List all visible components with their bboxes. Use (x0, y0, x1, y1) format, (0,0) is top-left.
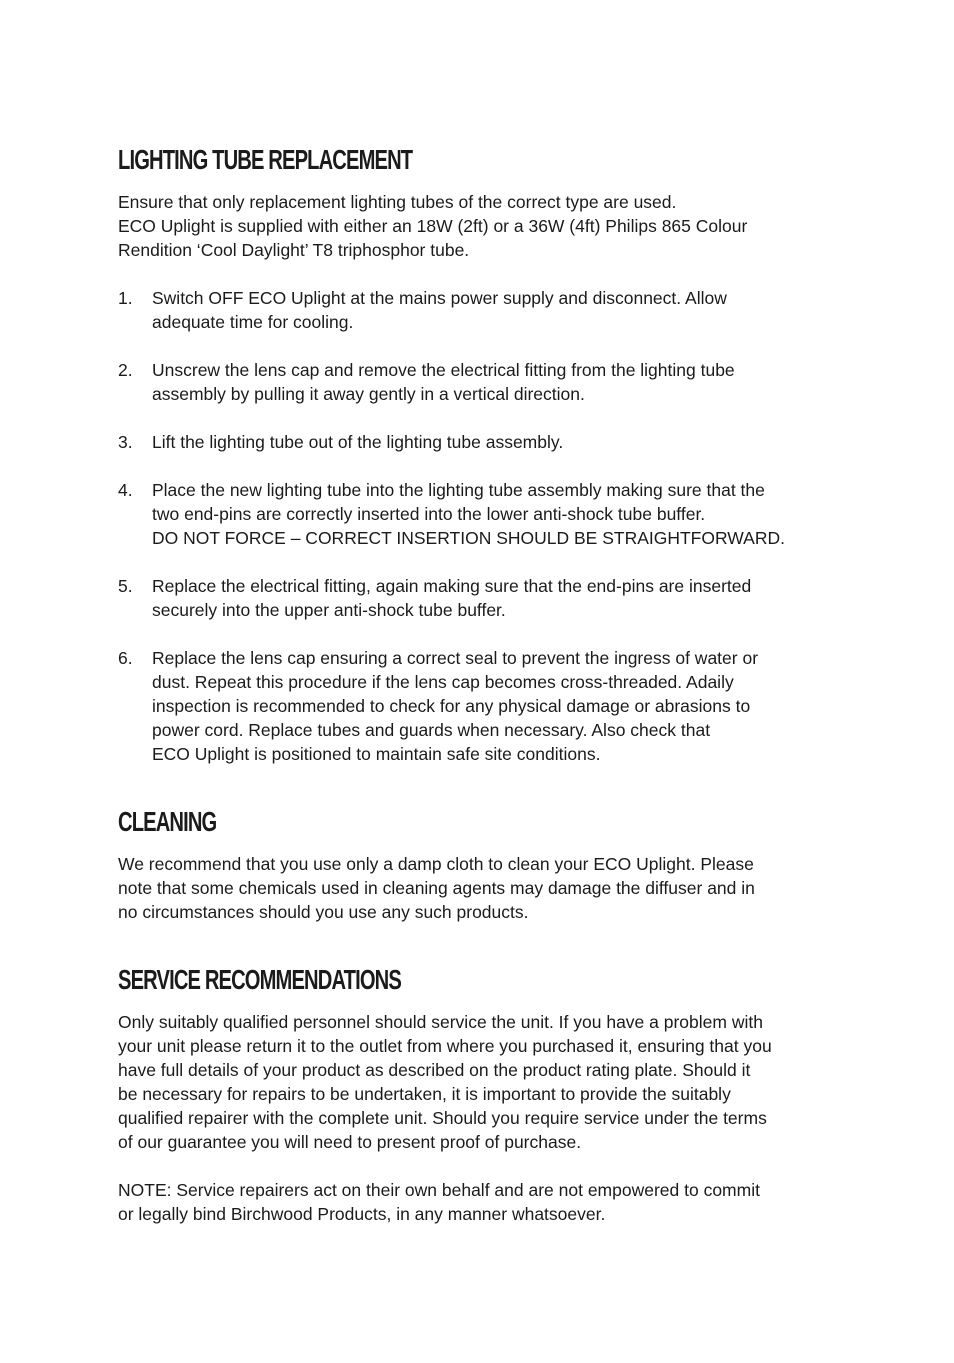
step-number: 2. (118, 360, 133, 380)
text-line: ECO Uplight is positioned to maintain safe site conditions. (152, 744, 601, 764)
text-line: two end-pins are correctly inserted into the lower anti-shock tube buffer. (152, 504, 706, 524)
text-line: be necessary for repairs to be undertaken, it is important to provide the suitably (118, 1084, 731, 1104)
text-line: Ensure that only replacement lighting tubes of the correct type are used. (118, 192, 677, 212)
text-line: Place the new lighting tube into the lighting tube assembly making sure that the (152, 480, 765, 500)
step-number: 6. (118, 648, 133, 668)
text-line: have full details of your product as described on the product rating plate. Should it (118, 1060, 751, 1080)
text-line: NOTE: Service repairers act on their own behalf and are not empowered to commit (118, 1180, 760, 1200)
text-line: qualified repairer with the complete unit. Should you require service under the terms (118, 1108, 767, 1128)
text-line: ECO Uplight is supplied with either an 18W (2ft) or a 36W (4ft) Philips 865 Colour (118, 216, 748, 236)
document-page (118, 0, 838, 1226)
text-line: power cord. Replace tubes and guards when necessary. Also check that (152, 720, 711, 740)
step-item (118, 286, 838, 334)
text-line: of our guarantee you will need to present proof of purchase. (118, 1132, 582, 1152)
text-line: securely into the upper anti-shock tube buffer. (152, 600, 506, 620)
step-item (118, 358, 838, 406)
step-number: 1. (118, 288, 133, 308)
text-line: Unscrew the lens cap and remove the electrical fitting from the lighting tube (152, 360, 735, 380)
service-paragraph (118, 1010, 838, 1154)
text-line: inspection is recommended to check for any physical damage or abrasions to (152, 696, 751, 716)
step-item (118, 430, 838, 454)
step-item (118, 478, 838, 550)
text-line: or legally bind Birchwood Products, in any manner whatsoever. (118, 1204, 606, 1224)
text-line: Replace the lens cap ensuring a correct seal to prevent the ingress of water or (152, 648, 759, 668)
text-line: DO NOT FORCE – CORRECT INSERTION SHOULD BE STRAIGHTFORWARD. (152, 528, 785, 548)
step-number: 4. (118, 480, 133, 500)
text-line: Only suitably qualified personnel should service the unit. If you have a problem with (118, 1012, 763, 1032)
tube-intro-paragraph (118, 190, 838, 262)
text-line: Replace the electrical fitting, again making sure that the end-pins are inserted (152, 576, 752, 596)
text-line: your unit please return it to the outlet from where you purchased it, ensuring that you (118, 1036, 772, 1056)
step-number: 3. (118, 432, 133, 452)
text-line: Rendition ‘Cool Daylight’ T8 triphosphor tube. (118, 240, 470, 260)
service-note-paragraph (118, 1178, 838, 1226)
text-line: no circumstances should you use any such products. (118, 902, 529, 922)
heading-lighting-tube-replacement: LIGHTING TUBE REPLACEMENT (118, 144, 413, 175)
text-line: We recommend that you use only a damp cloth to clean your ECO Uplight. Please (118, 854, 754, 874)
step-item (118, 646, 838, 766)
text-line: note that some chemicals used in cleaning agents may damage the diffuser and in (118, 878, 755, 898)
cleaning-paragraph (118, 852, 838, 924)
text-line: assembly by pulling it away gently in a vertical direction. (152, 384, 585, 404)
step-item (118, 574, 838, 622)
step-number: 5. (118, 576, 133, 596)
heading-cleaning: CLEANING (118, 806, 217, 837)
text-line: adequate time for cooling. (152, 312, 354, 332)
text-line: Switch OFF ECO Uplight at the mains power supply and disconnect. Allow (152, 288, 727, 308)
text-line: dust. Repeat this procedure if the lens cap becomes cross-threaded. Adaily (152, 672, 734, 692)
heading-service-recommendations: SERVICE RECOMMENDATIONS (118, 964, 401, 995)
text-line: Lift the lighting tube out of the lighting tube assembly. (152, 432, 564, 452)
replacement-steps-list (118, 286, 838, 766)
